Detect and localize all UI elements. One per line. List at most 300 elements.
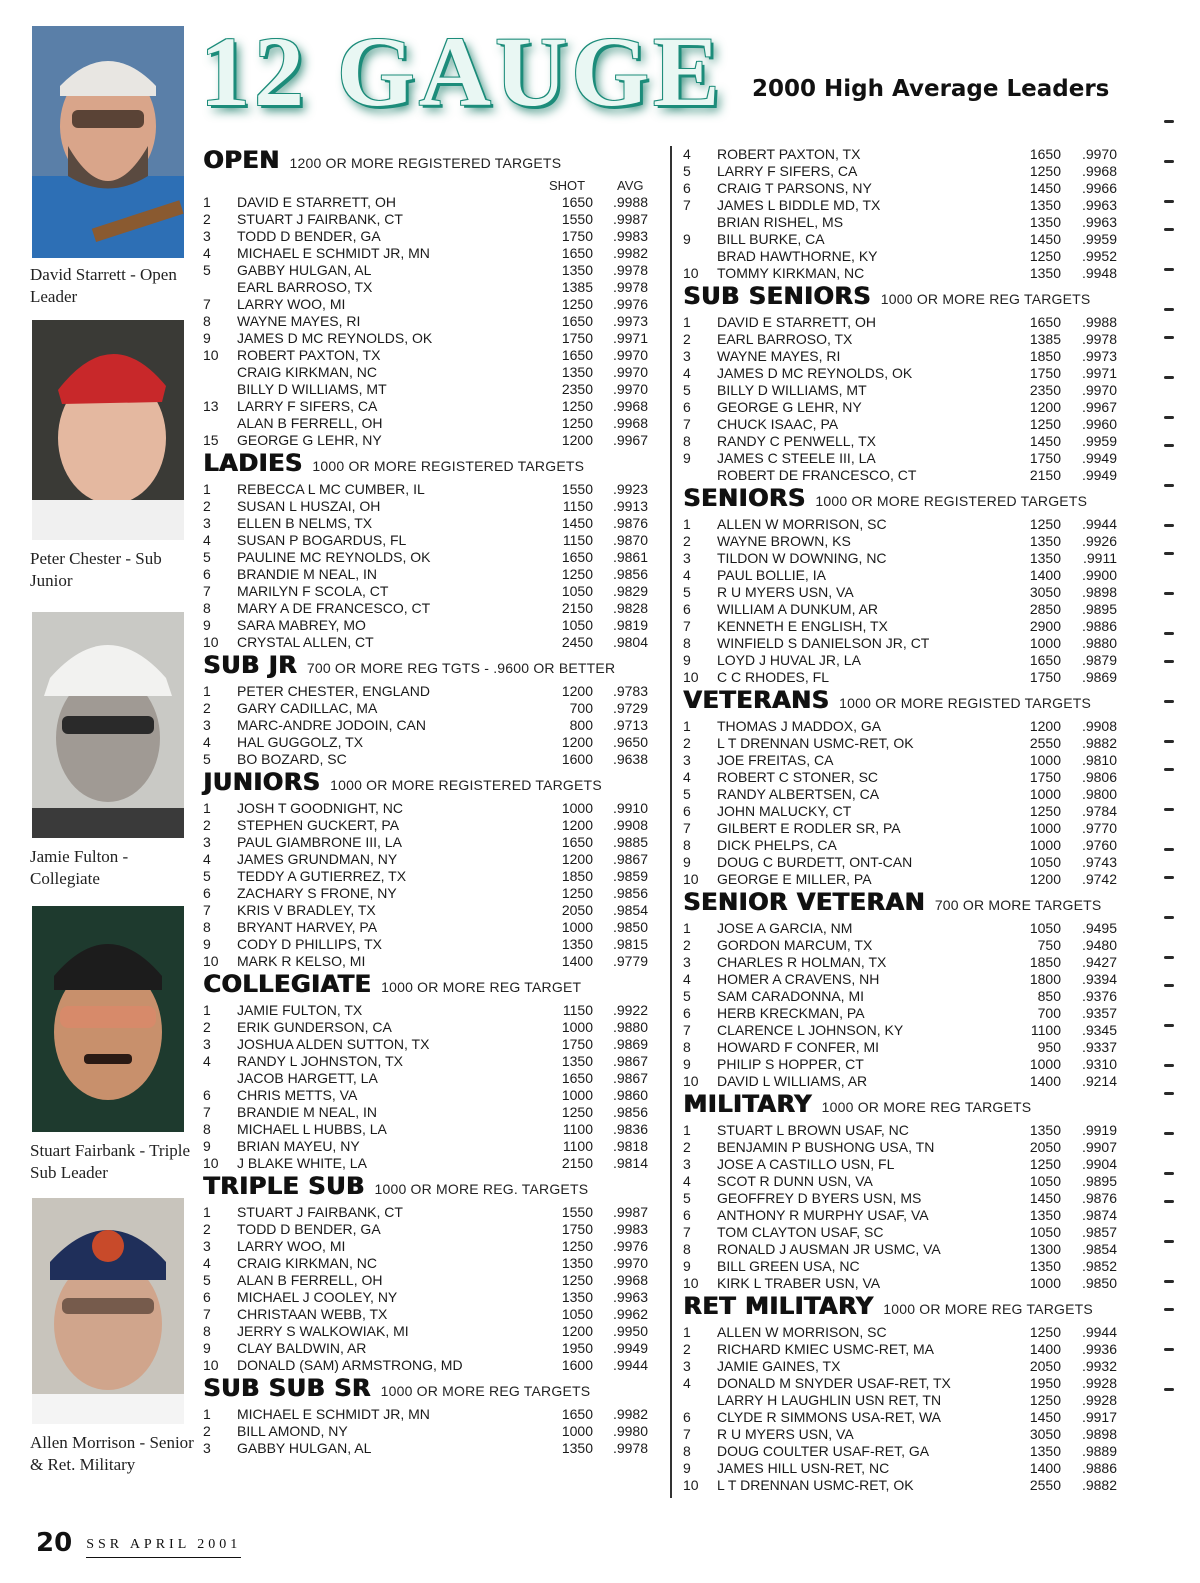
photo-david-starrett — [32, 26, 184, 258]
shooter-name: JACOB HARGETT, LA — [237, 1070, 378, 1086]
section-criteria: 1000 OR MORE REG TARGETS — [821, 1099, 1032, 1115]
shooter-name: SARA MABREY, MO — [237, 617, 366, 633]
avg-cell: .9967 — [612, 432, 648, 448]
shot-cell: 2050 — [1029, 1358, 1061, 1374]
section-criteria: 1000 OR MORE REGISTED TARGETS — [839, 695, 1092, 711]
shooter-name: ELLEN B NELMS, TX — [237, 515, 373, 531]
table-row — [203, 1138, 658, 1155]
shooter-name: C C RHODES, FL — [717, 669, 830, 685]
shot-cell: 1250 — [1029, 248, 1061, 264]
rank-cell: 7 — [683, 1224, 691, 1240]
shot-cell: 1250 — [561, 296, 593, 312]
shot-cell: 2050 — [561, 902, 593, 918]
shooter-name: ROBERT PAXTON, TX — [237, 347, 381, 363]
page-title: 12 GAUGE — [200, 16, 724, 127]
shot-cell: 1000 — [561, 1423, 593, 1439]
avg-cell: .9971 — [1081, 365, 1117, 381]
table-row — [203, 868, 658, 885]
rank-cell: 9 — [203, 617, 211, 633]
rank-cell: 10 — [683, 265, 699, 281]
shot-cell: 850 — [1037, 988, 1061, 1004]
section-title: OPEN — [203, 146, 280, 174]
table-row — [683, 1073, 1128, 1090]
section-1 — [683, 484, 1128, 686]
table-row — [683, 1022, 1128, 1039]
shot-cell: 1350 — [1029, 1122, 1061, 1138]
table-row — [203, 634, 658, 651]
section-title: RET MILITARY — [683, 1292, 874, 1320]
rank-cell: 7 — [203, 583, 211, 599]
shooter-name: GARY CADILLAC, MA — [237, 700, 378, 716]
shot-cell: 1650 — [561, 313, 593, 329]
photo-caption: Jamie Fulton - Collegiate — [30, 847, 129, 888]
shot-cell: 1200 — [1029, 399, 1061, 415]
avg-cell: .9783 — [612, 683, 648, 699]
avg-cell: .9815 — [612, 936, 648, 952]
table-row — [203, 1036, 658, 1053]
rank-cell: 8 — [683, 837, 691, 853]
avg-cell: .9427 — [1081, 954, 1117, 970]
rank-cell: 3 — [203, 1238, 211, 1254]
shot-cell: 1650 — [1029, 652, 1061, 668]
table-row — [203, 583, 658, 600]
table-row — [203, 1070, 658, 1087]
shooter-name: LARRY F SIFERS, CA — [717, 163, 858, 179]
shot-cell: 1550 — [561, 481, 593, 497]
shooter-name: JAMES L BIDDLE MD, TX — [717, 197, 881, 213]
shooter-name: TODD D BENDER, GA — [237, 228, 381, 244]
table-row — [683, 1005, 1128, 1022]
avg-cell: .9742 — [1081, 871, 1117, 887]
table-row — [683, 1324, 1128, 1341]
shot-cell: 1400 — [561, 953, 593, 969]
shooter-name: BILL GREEN USA, NC — [717, 1258, 860, 1274]
table-row — [203, 1204, 658, 1221]
shot-cell: 800 — [569, 717, 593, 733]
shooter-name: ALAN B FERRELL, OH — [237, 1272, 383, 1288]
avg-cell: .9854 — [612, 902, 648, 918]
shot-cell: 1200 — [561, 817, 593, 833]
rank-cell: 5 — [203, 751, 211, 767]
rank-cell: 1 — [203, 194, 211, 210]
section-header — [203, 1172, 658, 1204]
rank-cell: 10 — [683, 1275, 699, 1291]
shot-cell: 1200 — [561, 851, 593, 867]
shooter-name: JAMIE FULTON, TX — [237, 1002, 363, 1018]
edge-mark — [1164, 1388, 1174, 1391]
avg-cell: .9829 — [612, 583, 648, 599]
rank-cell: 9 — [683, 854, 691, 870]
avg-cell: .9895 — [1081, 601, 1117, 617]
shooter-name: TOM CLAYTON USAF, SC — [717, 1224, 884, 1240]
avg-cell: .9970 — [1081, 382, 1117, 398]
shot-cell: 1385 — [1029, 331, 1061, 347]
shooter-name: BRANDIE M NEAL, IN — [237, 566, 378, 582]
table-row — [683, 146, 1128, 163]
table-row — [203, 194, 658, 211]
section-title: SENIOR VETERAN — [683, 888, 925, 916]
shooter-name: SUSAN P BOGARDUS, FL — [237, 532, 407, 548]
avg-cell: .9910 — [612, 800, 648, 816]
shooter-name: GEORGE E MILLER, PA — [717, 871, 872, 887]
shooter-name: CRAIG T PARSONS, NY — [717, 180, 872, 196]
edge-mark — [1164, 416, 1174, 419]
rank-cell: 9 — [203, 1138, 211, 1154]
shot-cell: 1750 — [1029, 669, 1061, 685]
shooter-name: MARILYN F SCOLA, CT — [237, 583, 389, 599]
shooter-name: MICHAEL E SCHMIDT JR, MN — [237, 245, 430, 261]
avg-cell: .9638 — [612, 751, 648, 767]
rank-cell: 2 — [683, 331, 691, 347]
rank-cell: 8 — [683, 1039, 691, 1055]
shot-cell: 1050 — [1029, 920, 1061, 936]
edge-mark — [1164, 1240, 1174, 1243]
photo-caption: Allen Morrison - Senior & Ret. Military — [30, 1433, 194, 1474]
avg-cell: .9959 — [1081, 433, 1117, 449]
shooter-name: STUART J FAIRBANK, CT — [237, 211, 403, 227]
table-row — [683, 718, 1128, 735]
edge-mark — [1164, 1024, 1174, 1027]
shot-cell: 1850 — [1029, 348, 1061, 364]
avg-cell: .9971 — [612, 330, 648, 346]
shot-cell: 1250 — [1029, 416, 1061, 432]
avg-cell: .9885 — [612, 834, 648, 850]
avg-cell: .9944 — [1081, 516, 1117, 532]
shooter-name: RANDY ALBERTSEN, CA — [717, 786, 880, 802]
shot-cell: 1250 — [1029, 163, 1061, 179]
table-row — [683, 567, 1128, 584]
shot-cell: 1850 — [1029, 954, 1061, 970]
table-row — [683, 1039, 1128, 1056]
shot-cell: 1350 — [1029, 533, 1061, 549]
table-row — [203, 1155, 658, 1172]
shooter-name: GEORGE G LEHR, NY — [717, 399, 862, 415]
shooter-name: GILBERT E RODLER SR, PA — [717, 820, 901, 836]
rank-cell: 4 — [203, 532, 211, 548]
rank-cell: 9 — [203, 936, 211, 952]
shooter-name: REBECCA L MC CUMBER, IL — [237, 481, 425, 497]
shot-cell: 1350 — [1029, 1207, 1061, 1223]
table-row — [203, 953, 658, 970]
shot-cell: 2850 — [1029, 601, 1061, 617]
rank-cell: 6 — [203, 1289, 211, 1305]
table-row — [683, 1207, 1128, 1224]
shooter-name: TILDON W DOWNING, NC — [717, 550, 887, 566]
left-column — [203, 146, 658, 1457]
shooter-name: L T DRENNAN USMC-RET, OK — [717, 735, 914, 751]
table-row — [203, 1272, 658, 1289]
avg-cell: .9978 — [612, 279, 648, 295]
rank-cell: 3 — [203, 717, 211, 733]
shooter-name: SAM CARADONNA, MI — [717, 988, 865, 1004]
rank-cell: 7 — [203, 296, 211, 312]
rank-cell: 10 — [203, 953, 219, 969]
table-row — [203, 700, 658, 717]
avg-cell: .9973 — [1081, 348, 1117, 364]
shot-cell: 1200 — [1029, 871, 1061, 887]
edge-mark — [1164, 268, 1174, 271]
avg-cell: .9729 — [612, 700, 648, 716]
section-header — [203, 146, 658, 178]
shooter-name: CLARENCE L JOHNSON, KY — [717, 1022, 904, 1038]
shot-cell: 700 — [569, 700, 593, 716]
avg-cell: .9968 — [1081, 163, 1117, 179]
table-row — [203, 515, 658, 532]
avg-cell: .9944 — [1081, 1324, 1117, 1340]
avg-cell: .9932 — [1081, 1358, 1117, 1374]
table-row — [203, 1121, 658, 1138]
section-5 — [203, 1172, 658, 1374]
rank-cell: 4 — [683, 146, 691, 162]
table-row — [683, 382, 1128, 399]
shooter-name: WILLIAM A DUNKUM, AR — [717, 601, 879, 617]
shot-cell: 2450 — [561, 634, 593, 650]
avg-cell: .9970 — [612, 1255, 648, 1271]
section-1 — [203, 449, 658, 651]
avg-cell: .9856 — [612, 1104, 648, 1120]
avg-header: AVG — [617, 178, 644, 193]
table-row — [683, 1409, 1128, 1426]
table-row — [683, 954, 1128, 971]
shooter-name: DOUG C BURDETT, ONT-CAN — [717, 854, 913, 870]
shot-cell: 1350 — [561, 1255, 593, 1271]
table-row — [203, 936, 658, 953]
table-row — [203, 532, 658, 549]
avg-cell: .9895 — [1081, 1173, 1117, 1189]
section-header — [683, 1292, 1128, 1324]
edge-mark — [1164, 592, 1174, 595]
table-row — [203, 1406, 658, 1423]
edge-mark — [1164, 120, 1174, 123]
shot-cell: 1450 — [1029, 433, 1061, 449]
rank-cell: 5 — [683, 1190, 691, 1206]
shot-cell: 1000 — [561, 800, 593, 816]
shooter-name: J BLAKE WHITE, LA — [237, 1155, 367, 1171]
section-2 — [203, 651, 658, 768]
table-row — [683, 871, 1128, 888]
shot-cell: 3050 — [1029, 1426, 1061, 1442]
rank-cell: 9 — [683, 1460, 691, 1476]
table-row — [683, 854, 1128, 871]
avg-cell: .9836 — [612, 1121, 648, 1137]
avg-cell: .9869 — [612, 1036, 648, 1052]
shot-cell: 1050 — [1029, 854, 1061, 870]
shooter-name: ALLEN W MORRISON, SC — [717, 516, 887, 532]
shot-cell: 2150 — [561, 600, 593, 616]
table-row — [203, 1255, 658, 1272]
section-5 — [683, 1292, 1128, 1494]
section-header — [203, 1374, 658, 1406]
avg-cell: .9814 — [612, 1155, 648, 1171]
rank-cell: 15 — [203, 432, 219, 448]
table-row — [683, 533, 1128, 550]
shot-cell: 1300 — [1029, 1241, 1061, 1257]
rank-cell: 3 — [683, 550, 691, 566]
avg-cell: .9926 — [1081, 533, 1117, 549]
shot-cell: 1850 — [561, 868, 593, 884]
table-row — [683, 550, 1128, 567]
shot-cell: 1250 — [1029, 803, 1061, 819]
edge-mark — [1164, 1132, 1174, 1135]
shooter-name: CLYDE R SIMMONS USA-RET, WA — [717, 1409, 942, 1425]
rank-cell: 6 — [683, 180, 691, 196]
table-row — [683, 971, 1128, 988]
edge-mark — [1164, 200, 1174, 203]
shot-cell: 1450 — [561, 515, 593, 531]
shooter-name: JOSE A GARCIA, NM — [717, 920, 853, 936]
avg-cell: .9854 — [1081, 1241, 1117, 1257]
rank-cell: 8 — [683, 1443, 691, 1459]
section-4 — [683, 1090, 1128, 1292]
shooter-name: MICHAEL J COOLEY, NY — [237, 1289, 398, 1305]
avg-cell: .9770 — [1081, 820, 1117, 836]
avg-cell: .9968 — [612, 415, 648, 431]
avg-cell: .9983 — [612, 1221, 648, 1237]
table-row — [203, 1238, 658, 1255]
shooter-name: JAMES HILL USN-RET, NC — [717, 1460, 890, 1476]
edge-mark — [1164, 1280, 1174, 1283]
edge-mark — [1164, 524, 1174, 527]
rank-cell: 7 — [683, 1022, 691, 1038]
rank-cell: 4 — [683, 1173, 691, 1189]
rank-cell: 5 — [203, 549, 211, 565]
rank-cell: 10 — [203, 634, 219, 650]
section-criteria: 1000 OR MORE REG TARGETS — [380, 1383, 591, 1399]
table-row — [203, 313, 658, 330]
shot-cell: 1350 — [1029, 550, 1061, 566]
shooter-name: WAYNE BROWN, KS — [717, 533, 851, 549]
shooter-name: BILL AMOND, NY — [237, 1423, 348, 1439]
avg-cell: .9978 — [1081, 331, 1117, 347]
shooter-name: CRAIG KIRKMAN, NC — [237, 1255, 378, 1271]
avg-cell: .9880 — [1081, 635, 1117, 651]
shooter-name: JAMES D MC REYNOLDS, OK — [717, 365, 913, 381]
avg-cell: .9900 — [1081, 567, 1117, 583]
table-row — [203, 1221, 658, 1238]
avg-cell: .9850 — [1081, 1275, 1117, 1291]
avg-cell: .9867 — [612, 851, 648, 867]
table-row — [203, 1340, 658, 1357]
shot-cell: 1050 — [561, 617, 593, 633]
shot-cell: 2150 — [561, 1155, 593, 1171]
rank-cell: 6 — [683, 1005, 691, 1021]
shot-cell: 1200 — [1029, 718, 1061, 734]
rank-cell: 6 — [203, 885, 211, 901]
section-criteria: 1000 OR MORE REGISTERED TARGETS — [312, 458, 585, 474]
shooter-name: STUART J FAIRBANK, CT — [237, 1204, 403, 1220]
avg-cell: .9859 — [612, 868, 648, 884]
avg-cell: .9962 — [612, 1306, 648, 1322]
edge-mark — [1164, 336, 1174, 339]
shot-cell: 1350 — [1029, 1258, 1061, 1274]
avg-cell: .9376 — [1081, 988, 1117, 1004]
edge-mark — [1164, 956, 1174, 959]
table-row — [683, 1173, 1128, 1190]
shot-cell: 1150 — [562, 1002, 593, 1018]
publication-info: SSR APRIL 2001 — [86, 1537, 241, 1558]
avg-cell: .9867 — [612, 1053, 648, 1069]
section-title: SUB JR — [203, 651, 297, 679]
rank-cell: 4 — [683, 1375, 691, 1391]
section-criteria: 1200 OR MORE REGISTERED TARGETS — [289, 155, 562, 171]
shooter-name: JAMES D MC REYNOLDS, OK — [237, 330, 433, 346]
table-row — [203, 683, 658, 700]
table-row — [683, 769, 1128, 786]
shot-cell: 1650 — [561, 834, 593, 850]
rank-cell: 5 — [203, 1272, 211, 1288]
rank-cell: 10 — [203, 1155, 219, 1171]
table-row — [683, 803, 1128, 820]
table-row — [683, 1477, 1128, 1494]
shot-cell: 1200 — [561, 432, 593, 448]
shooter-name: MARY A DE FRANCESCO, CT — [237, 600, 431, 616]
table-row — [683, 1056, 1128, 1073]
shot-cell: 2150 — [1029, 467, 1061, 483]
shot-cell: 1250 — [1029, 1156, 1061, 1172]
shooter-name: ALAN B FERRELL, OH — [237, 415, 383, 431]
avg-cell: .9928 — [1081, 1375, 1117, 1391]
table-row — [203, 228, 658, 245]
shooter-name: DICK PHELPS, CA — [717, 837, 837, 853]
shot-cell: 1350 — [561, 1053, 593, 1069]
avg-cell: .9650 — [612, 734, 648, 750]
table-row — [683, 1156, 1128, 1173]
table-row — [203, 1357, 658, 1374]
shot-cell: 2050 — [1029, 1139, 1061, 1155]
rank-cell: 8 — [683, 433, 691, 449]
avg-cell: .9968 — [612, 1272, 648, 1288]
shooter-name: ALLEN W MORRISON, SC — [717, 1324, 887, 1340]
avg-cell: .9970 — [1081, 146, 1117, 162]
shooter-name: LARRY F SIFERS, CA — [237, 398, 378, 414]
shot-cell: 1400 — [1029, 1073, 1061, 1089]
table-row — [203, 751, 658, 768]
avg-cell: .9856 — [612, 885, 648, 901]
table-row — [203, 1423, 658, 1440]
avg-cell: .9966 — [1081, 180, 1117, 196]
table-row — [683, 248, 1128, 265]
shot-cell: 1350 — [561, 936, 593, 952]
shooter-name: WINFIELD S DANIELSON JR, CT — [717, 635, 930, 651]
section-header — [683, 888, 1128, 920]
rank-cell: 1 — [203, 1204, 211, 1220]
shooter-name: ROBERT PAXTON, TX — [717, 146, 861, 162]
shooter-name: CRAIG KIRKMAN, NC — [237, 364, 378, 380]
avg-cell: .9310 — [1081, 1056, 1117, 1072]
shot-cell: 1950 — [1029, 1375, 1061, 1391]
section-header — [683, 282, 1128, 314]
shot-cell: 1350 — [561, 1289, 593, 1305]
rank-cell: 8 — [203, 600, 211, 616]
rank-cell: 13 — [203, 398, 219, 414]
shot-cell: 1000 — [1029, 635, 1061, 651]
avg-cell: .9870 — [612, 532, 648, 548]
avg-cell: .9968 — [612, 398, 648, 414]
avg-cell: .9850 — [612, 919, 648, 935]
shot-cell: 1750 — [561, 228, 593, 244]
shooter-name: HERB KRECKMAN, PA — [717, 1005, 865, 1021]
shot-cell: 1000 — [1029, 786, 1061, 802]
table-row — [683, 348, 1128, 365]
table-row — [683, 214, 1128, 231]
table-row — [203, 398, 658, 415]
avg-cell: .9480 — [1081, 937, 1117, 953]
avg-cell: .9818 — [612, 1138, 648, 1154]
shooter-name: PETER CHESTER, ENGLAND — [237, 683, 430, 699]
table-row — [203, 481, 658, 498]
shooter-name: DOUG COULTER USAF-RET, GA — [717, 1443, 930, 1459]
shooter-name: CODY D PHILLIPS, TX — [237, 936, 382, 952]
